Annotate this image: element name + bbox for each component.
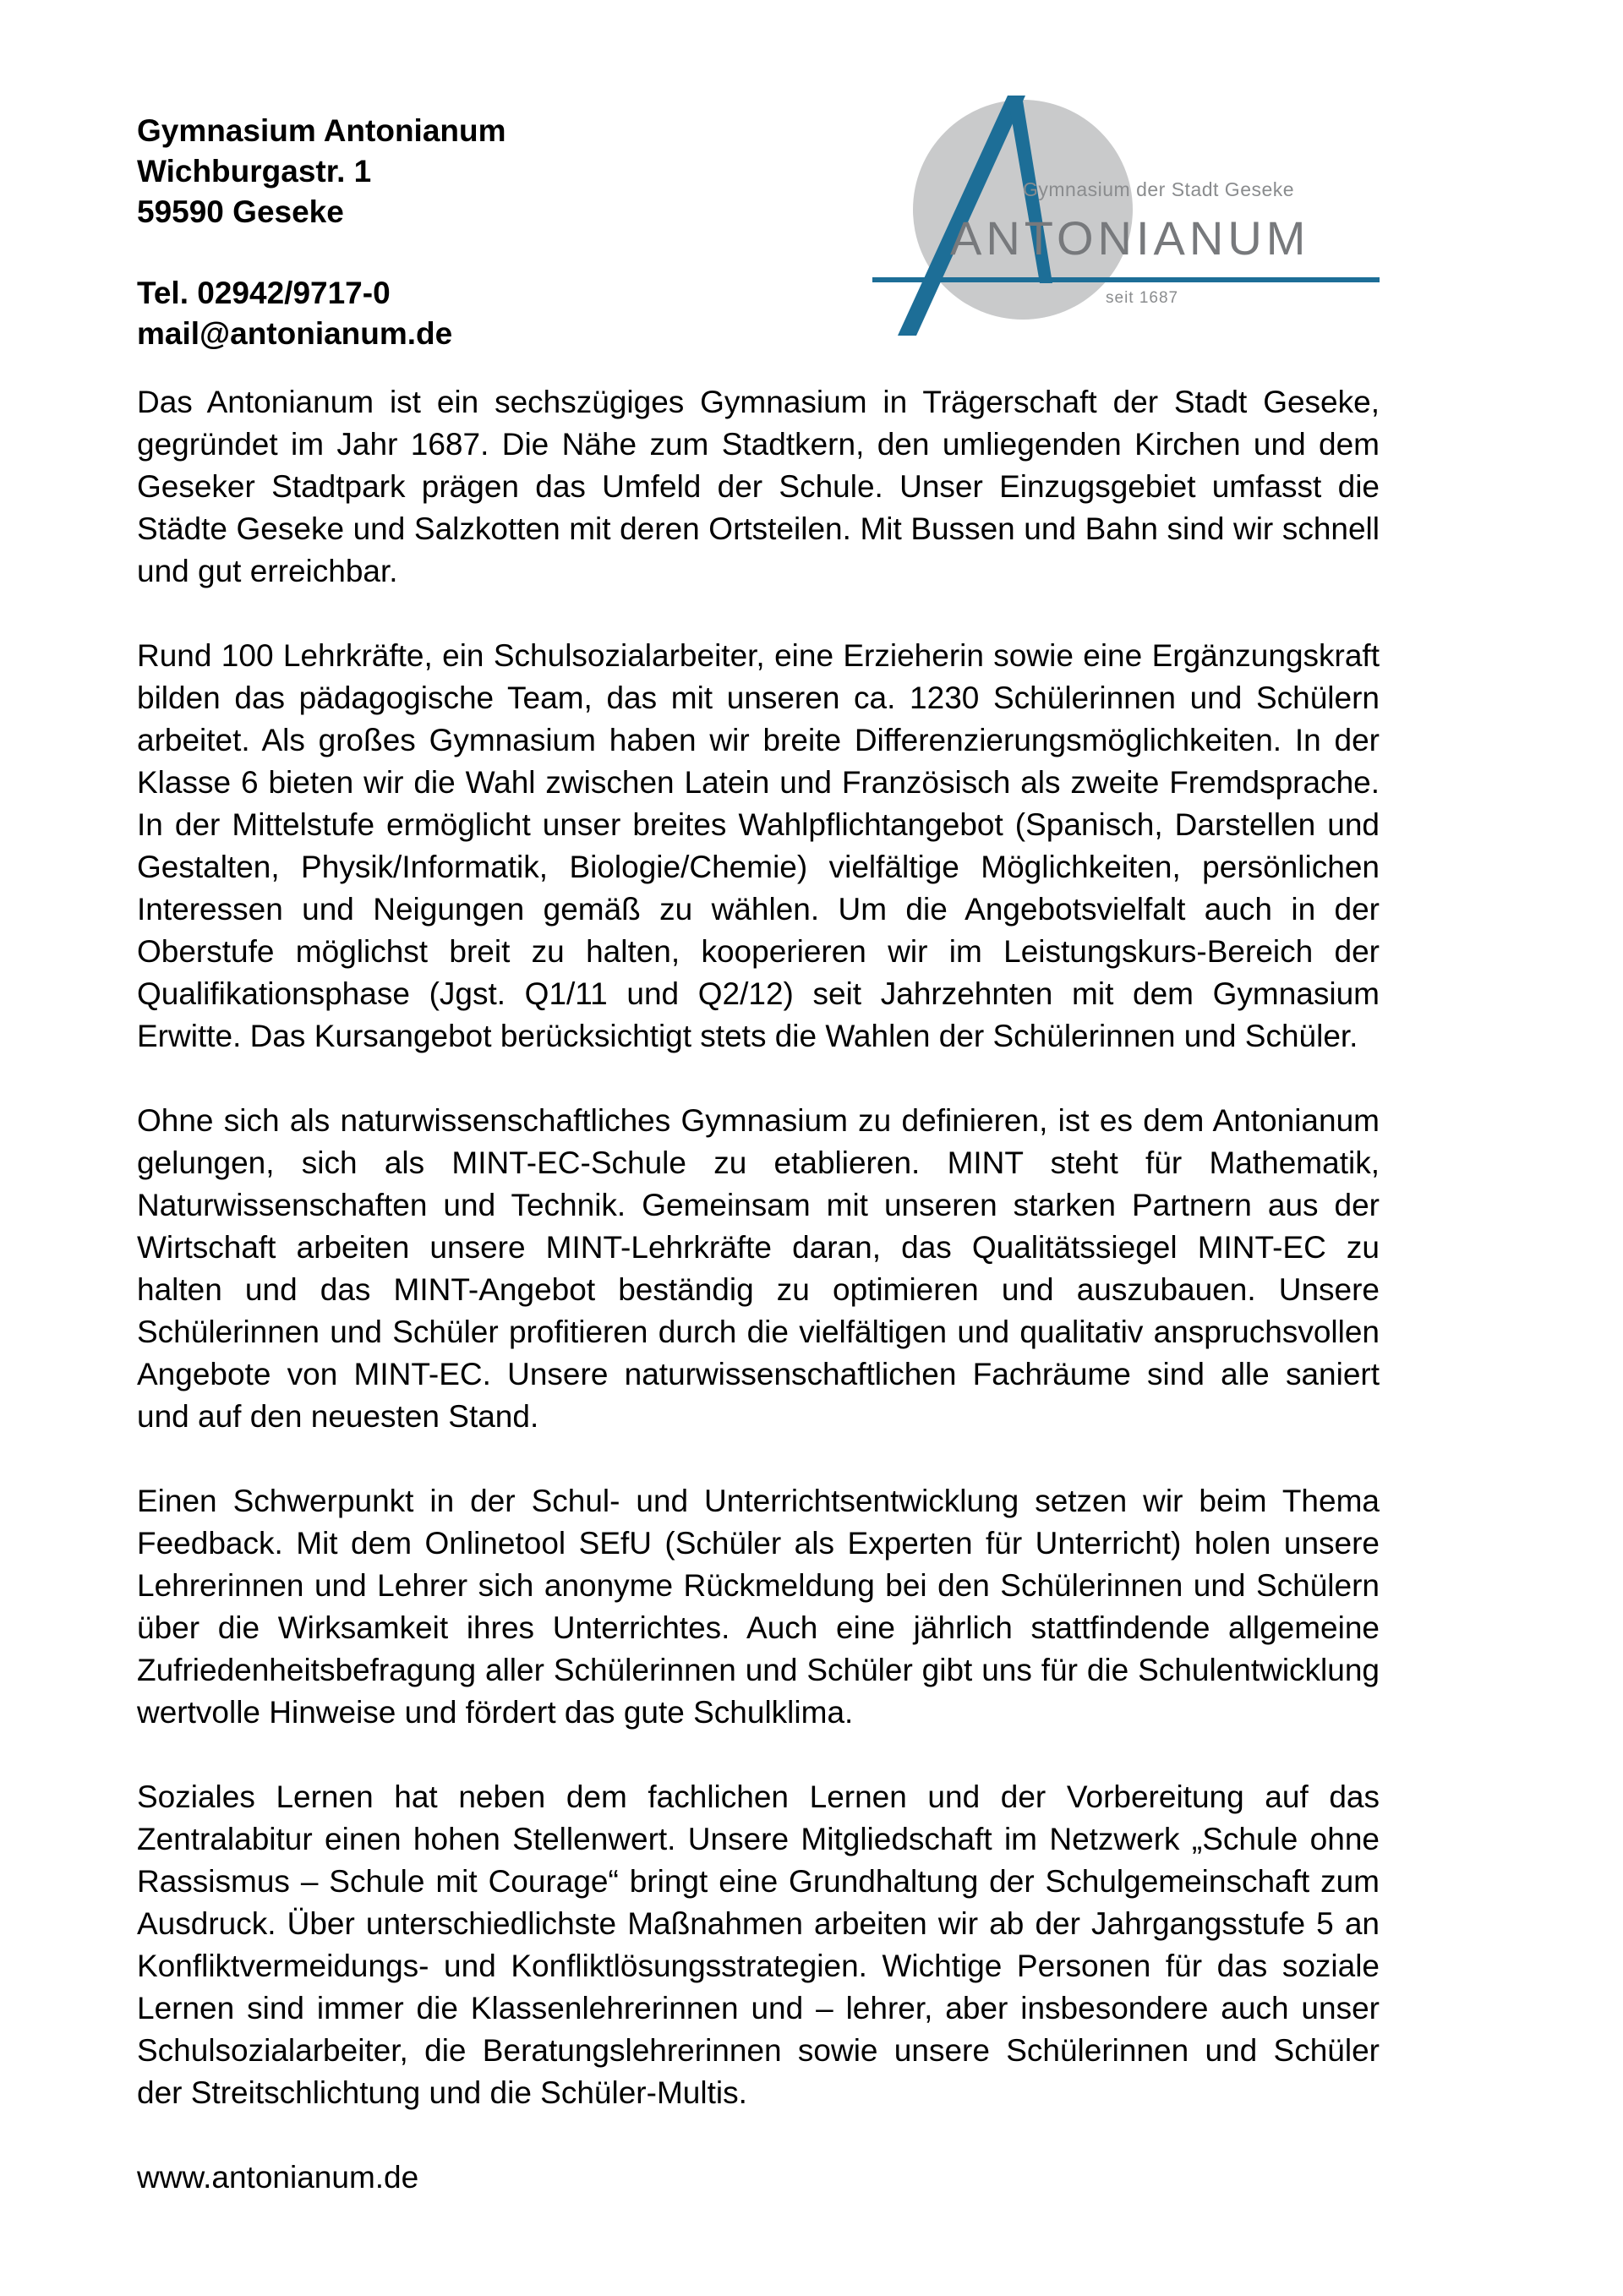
letterhead: [137, 111, 1380, 381]
school-name: Gymnasium Antonianum: [137, 113, 506, 148]
document-footer: [137, 2157, 1380, 2199]
paragraph-mint: Ohne sich als naturwissenschaftliches Gymnasium zu definieren, ist es dem Antonianum gelungen, sich als MINT-EC-Schule zu etablieren. MINT steht für Mathematik, Naturwissenschaften und Technik. Gemeinsam mit unseren starken Partnern aus der Wirtschaft arbeiten unsere MINT-Lehrkräfte daran, das Qualitätssiegel MINT-EC zu halten und das MINT-Angebot beständig zu optimieren und auszubauen. Unsere Schülerinnen und Schüler profitieren durch die vielfältigen und qualitativ anspruchsvollen Angebote von MINT-EC. Unsere naturwissenschaftlichen Fachräume sind alle saniert und auf den neuesten Stand.: [137, 1103, 1380, 1434]
document-body: [137, 381, 1380, 2114]
website-text: www.antonianum.de: [137, 2160, 419, 2195]
school-logo: [872, 92, 1380, 339]
paragraph-feedback: Einen Schwerpunkt in der Schul- und Unterrichtsentwicklung setzen wir beim Thema Feedback. Mit dem Onlinetool SEfU (Schüler als Experten für Unterricht) holen unsere Lehrerinnen und Lehrer sich anonyme Rückmeldung bei den Schülerinnen und Schülern über die Wirksamkeit ihres Unterrichtes. Auch eine jährlich stattfindende allgemeine Zufriedenheitsbefragung aller Schülerinnen und Schüler gibt uns für die Schulentwicklung wertvolle Hinweise und fördert das gute Schulklima.: [137, 1484, 1380, 1730]
paragraph-staff-and-courses: Rund 100 Lehrkräfte, ein Schulsozialarbeiter, eine Erzieherin sowie eine Ergänzungskraft bilden das pädagogische Team, das mit unseren ca. 1230 Schülerinnen und Schülern arbeitet. Als großes Gymnasium haben wir breite Differenzierungsmöglichkeiten. In der Klasse 6 bieten wir die Wahl zwischen Latein und Französisch als zweite Fremdsprache. In der Mittelstufe ermöglicht unser breites Wahlpflichtangebot (Spanisch, Darstellen und Gestalten, Physik/Informatik, Biologie/Chemie) vielfältige Möglichkeiten, persönlichen Interessen und Neigungen gemäß zu wählen. Um die Angebotsvielfalt auch in der Oberstufe möglichst breit zu halten, kooperieren wir im Leistungskurs-Bereich der Qualifikationsphase (Jgst. Q1/11 und Q2/12) seit Jahrzehnten mit dem Gymnasium Erwitte. Das Kursangebot berücksichtigt stets die Wahlen der Schülerinnen und Schüler.: [137, 638, 1380, 1053]
phone-line: Tel. 02942/9717-0: [137, 276, 391, 310]
city-line: 59590 Geseke: [137, 194, 344, 229]
logo-tagline: Gymnasium der Stadt Geseke: [1023, 178, 1295, 200]
paragraph-social-learning: Soziales Lernen hat neben dem fachlichen Lernen und der Vorbereitung auf das Zentralabitur einen hohen Stellenwert. Unsere Mitgliedschaft im Netzwerk „Schule ohne Rassismus – Schule mit Courage“ bringt eine Grundhaltung der Schulgemeinschaft zum Ausdruck. Über unterschiedlichste Maßnahmen arbeiten wir ab der Jahrgangsstufe 5 an Konfliktvermeidungs- und Konfliktlösungsstrategien. Wichtige Personen für das soziale Lernen sind immer die Klassenlehrerinnen und – lehrer, aber insbesondere auch unser Schulsozialarbeiter, die Beratungslehrerinnen sowie unsere Schülerinnen und Schüler der Streitschlichtung und die Schüler-Multis.: [137, 1779, 1380, 2110]
email-line: mail@antonianum.de: [137, 316, 453, 351]
street-line: Wichburgastr. 1: [137, 154, 372, 189]
logo-since-label: seit 1687: [1106, 289, 1179, 307]
paragraph-intro: Das Antonianum ist ein sechszügiges Gymnasium in Trägerschaft der Stadt Geseke, gegründet im Jahr 1687. Die Nähe zum Stadtkern, den umliegenden Kirchen und dem Geseker Stadtpark prägen das Umfeld der Schule. Unser Einzugsgebiet umfasst die Städte Geseke und Salzkotten mit deren Ortsteilen. Mit Bussen und Bahn sind wir schnell und gut erreichbar.: [137, 385, 1380, 588]
logo-rule-line: [872, 277, 1380, 282]
logo-wordmark: ANTONIANUM: [950, 211, 1310, 265]
